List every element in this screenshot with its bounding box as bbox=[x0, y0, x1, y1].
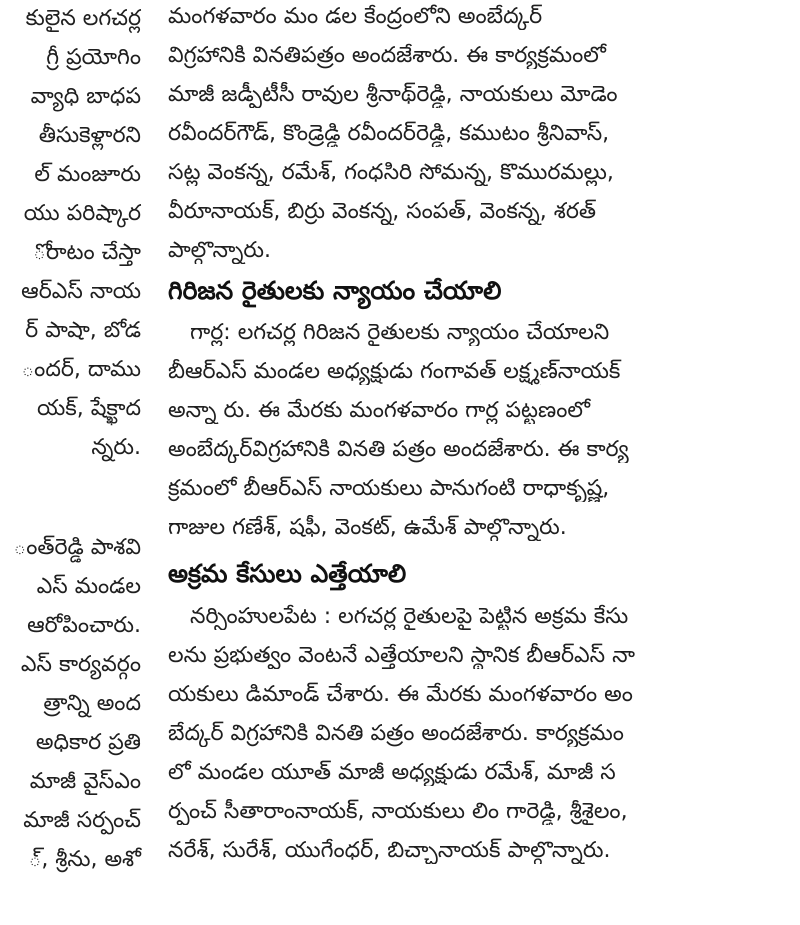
left-line: తీసుకెళ్లారని bbox=[38, 123, 141, 148]
left-line: ఎస్ కార్యవర్గం bbox=[20, 652, 141, 677]
left-line: న్నరు. bbox=[91, 435, 141, 460]
left-line: యు పరిష్కార bbox=[23, 201, 141, 226]
article-2-line: బీఆర్ఎస్ మండల అధ్యక్షుడు గంగావత్ లక్ష్మణ్‌నాయక్ bbox=[168, 359, 621, 384]
article-3-line: లను ప్రభుత్వం వెంటనే ఎత్తేయాలని స్థానిక బీఆర్ఎస్ నా bbox=[168, 643, 635, 668]
article-1-line: పాల్గొన్నారు. bbox=[168, 238, 272, 263]
left-line: యక్, షేక్ఖాద bbox=[36, 396, 141, 421]
left-line: త్రాన్ని అంద bbox=[43, 691, 141, 716]
article-1-line: వీరూనాయక్, బిర్రు వెంకన్న, సంపత్, వెంకన్న, శరత్ bbox=[168, 199, 597, 224]
right-article-column bbox=[160, 0, 800, 925]
left-line: అధికార ప్రతి bbox=[35, 730, 141, 755]
left-line: గ్రీ ప్రయోగిం bbox=[46, 45, 141, 70]
article-1-line: సట్ల వెంకన్న, రమేశ్, గంధసిరి సోమన్న, కొమురమల్లు, bbox=[168, 160, 614, 185]
article-1-line: రవీందర్‌గౌడ్, కొండ్రెడ్డి రవీందర్‌రెడ్డి, కముటం శ్రీనివాస్, bbox=[168, 121, 610, 146]
article-1-line: మాజీ జడ్పీటీసీ రావుల శ్రీనాథ్‌రెడ్డి, నాయకులు మోడెం bbox=[168, 82, 618, 107]
article-2-line: గాజుల గణేశ్, షఫీ, వెంకట్, ఉమేశ్ పాల్గొన్నారు. bbox=[168, 515, 567, 540]
article-2-line: అన్నా రు. ఈ మేరకు మంగళవారం గార్ల పట్టణంలో bbox=[168, 398, 591, 423]
left-line: మాజీ వైస్ఎం bbox=[29, 769, 141, 794]
left-line: ల్ మంజూరు bbox=[34, 162, 141, 187]
article-2-headline: గిరిజన రైతులకు న్యాయం చేయాలి bbox=[168, 276, 502, 305]
left-line: కులైన లగచర్ల bbox=[25, 6, 141, 31]
article-3-headline: అక్రమ కేసులు ఎత్తేయాలి bbox=[168, 559, 407, 588]
article-3-line: నర్సింహులపేట : లగచర్ల రైతులపై పెట్టిన అక్రమ కేసు bbox=[190, 604, 629, 629]
left-line: ందర్, దాము bbox=[21, 357, 141, 382]
article-1-line: విగ్రహానికి వినతిపత్రం అందజేశారు. ఈ కార్యక్రమంలో bbox=[168, 43, 606, 68]
left-line: ్, శ్రీను, అశో bbox=[28, 847, 141, 872]
article-3-line: ర్పంచ్ సీతారాంనాయక్, నాయకులు లిం గారెడ్డి, శ్రీశైలం, bbox=[168, 799, 628, 824]
left-line: ఆర్ఎస్ నాయ bbox=[21, 279, 141, 304]
article-2-line: గార్ల: లగచర్ల గిరిజన రైతులకు న్యాయం చేయాలని bbox=[190, 320, 610, 345]
article-3-line: బేద్కర్ విగ్రహానికి వినతి పత్రం అందజేశారు. కార్యక్రమం bbox=[168, 721, 624, 746]
article-2-line: అంబేద్కర్‌విగ్రహానికి వినతి పత్రం అందజేశారు. ఈ కార్య bbox=[168, 437, 629, 462]
article-3-line: యకులు డిమాండ్ చేశారు. ఈ మేరకు మంగళవారం అం bbox=[168, 682, 633, 707]
article-1-line: మంగళవారం మం డల కేంద్రంలోని అంబేద్కర్ bbox=[168, 4, 543, 29]
left-line: మాజీ సర్పంచ్ bbox=[23, 808, 141, 833]
left-line: వ్యాధి బాధప bbox=[30, 84, 141, 109]
left-article-column bbox=[0, 0, 147, 925]
article-3-line: నరేశ్, సురేశ్, యుగేంధర్, బిచ్చానాయక్ పాల్గొన్నారు. bbox=[168, 838, 611, 863]
left-line: ోరాటం చేస్తా bbox=[33, 240, 141, 265]
left-line: ర్ పాషా, బోడ bbox=[25, 318, 141, 343]
left-line: ఆరోపించారు. bbox=[27, 613, 141, 638]
left-line: ంత్‌రెడ్డి పాశవి bbox=[13, 535, 141, 560]
left-line: ఎస్ మండల bbox=[36, 574, 141, 599]
article-2-line: క్రమంలో బీఆర్ఎస్ నాయకులు పానుగంటి రాధాకృష్ణ, bbox=[168, 476, 610, 501]
article-3-line: లో మండల యూత్ మాజీ అధ్యక్షుడు రమేశ్, మాజీ స bbox=[168, 760, 616, 785]
